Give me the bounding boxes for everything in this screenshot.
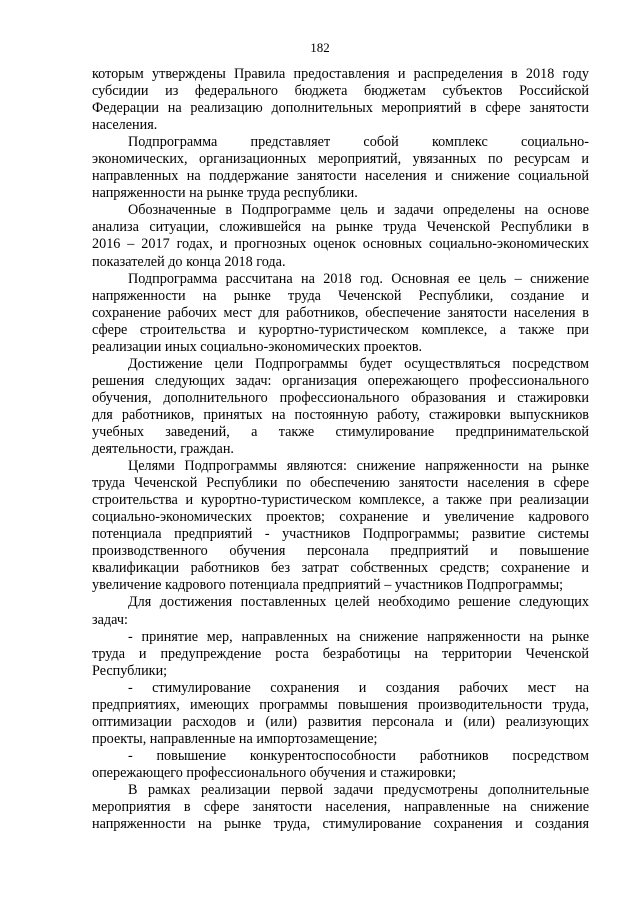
paragraph-line: В рамках реализации первой задачи предусмотрены дополнительные [128,781,589,798]
paragraph-line: обучения, дополнительного профессионального образования и стажировки [92,389,589,406]
paragraph-line: сохранение рабочих мест для работников, обеспечение занятости населения в [92,304,589,321]
paragraph-line: которым утверждены Правила предоставления и распределения в 2018 году [92,66,589,82]
paragraph-line: - повышение конкурентоспособности работников посредством [128,747,589,764]
paragraph-line: социально-экономических проектов; сохранение и увеличение кадрового [92,509,589,526]
paragraph-line: увеличение кадрового потенциала предприятий – участников Подпрограммы; [92,577,564,594]
paragraph-line: оптимизации расходов и (или) развития персонала и (или) реализующих [92,713,589,730]
paragraph-line: для работников, принятых на постоянную работу, стажировки выпускников [92,406,589,423]
paragraph-line: Подпрограмма рассчитана на 2018 год. Основная ее цель – снижение [128,270,589,287]
paragraph-line: напряженности на рынке труда республики. [92,185,358,202]
paragraph-line: Целями Подпрограммы являются: снижение напряженности на рынке [128,458,589,475]
paragraph-line: реализации иных социально-экономических проектов. [92,338,423,355]
paragraph-line: субсидии из федерального бюджета бюджетам субъектов Российской [92,83,589,100]
paragraph-line: деятельности, граждан. [92,441,234,458]
paragraph-line: напряженности на рынке труда Чеченской Республики, создание и [92,287,589,304]
paragraph [92,629,589,680]
paragraph [92,271,589,356]
paragraph-line: производственного обучения персонала предприятий и повышение [92,543,589,560]
paragraph [92,680,589,748]
paragraph-line: - принятие мер, направленных на снижение напряженности на рынке [128,628,589,645]
paragraph-line: Для достижения поставленных целей необходимо решение следующих [128,594,589,611]
paragraph-line: Федерации на реализацию дополнительных мероприятий в сфере занятости [92,100,589,117]
paragraph-line: мероприятия в сфере занятости населения, направленные на снижение [92,799,589,816]
paragraph-line: квалификации работников без затрат собственных средств; сохранение и [92,560,589,577]
document-body [92,66,589,833]
paragraph-line: Достижение цели Подпрограммы будет осуществляться посредством [128,355,589,372]
paragraph [92,594,589,628]
paragraph-line: - стимулирование сохранения и создания рабочих мест на [128,679,589,696]
paragraph-line: потенциала предприятий - участников Подпрограммы; развитие системы [92,526,589,543]
paragraph-line: 2016 – 2017 годах, и прогнозных оценок основных социально-экономических [92,236,589,253]
paragraph-line: сфере строительства и курортно-туристическом комплексе, а также при [92,321,589,338]
paragraph-line: Подпрограмма представляет собой комплекс социально- [128,134,589,151]
paragraph [92,782,589,833]
paragraph [92,134,589,202]
paragraph-line: опережающего профессионального обучения и стажировки; [92,764,457,781]
paragraph [92,458,589,594]
paragraph-line: населения. [92,117,158,134]
paragraph-line: строительства и курортно-туристическом комплексе, а также при реализации [92,492,589,509]
paragraph-line: задач: [92,611,128,628]
paragraph-line: труда Чеченской Республики по обеспечению занятости населения в сфере [92,475,589,492]
paragraph-line: анализа ситуации, сложившейся на рынке труда Чеченской Республики в [92,219,589,236]
paragraph [92,356,589,458]
paragraph-line: Обозначенные в Подпрограмме цель и задачи определены на основе [128,202,589,219]
paragraph-line: решения следующих задач: организация опережающего профессионального [92,372,589,389]
paragraph-line: проекты, направленные на импортозамещение; [92,730,378,747]
paragraph [92,748,589,782]
paragraph-line: экономических, организационных мероприятий, увязанных по ресурсам и [92,151,589,168]
paragraph-line: напряженности на рынке труда, стимулирование сохранения и создания [92,816,589,833]
paragraph-line: показателей до конца 2018 года. [92,253,286,270]
paragraph-line: направленных на поддержание занятости населения и снижение социальной [92,168,589,185]
paragraph-line: предприятиях, имеющих программы повышения производительности труда, [92,696,589,713]
paragraph-line: труда и предупреждение роста безработицы на территории Чеченской [92,645,589,662]
paragraph-line: Республики; [92,662,168,679]
paragraph [92,202,589,270]
paragraph-line: учебных заведений, а также стимулирование предпринимательской [92,423,589,440]
paragraph [92,66,589,134]
page-number: 182 [310,40,330,55]
